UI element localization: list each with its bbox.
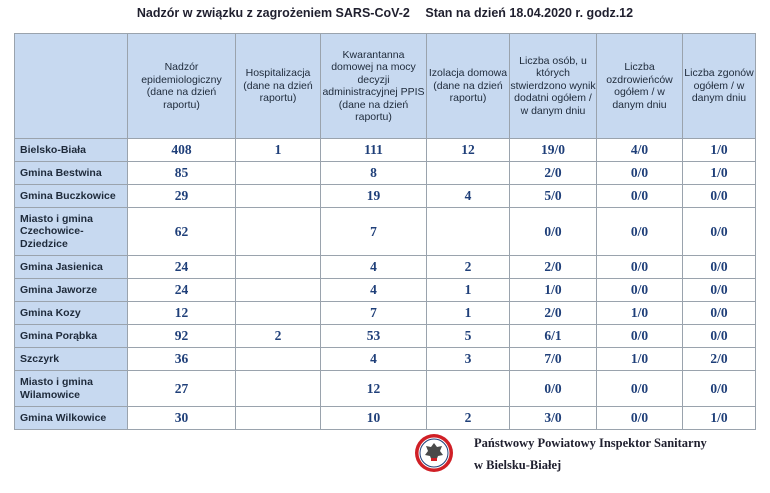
cell-izolacja [427, 162, 510, 185]
cell-zgony: 1/0 [683, 407, 756, 430]
column-header-hospitalizacja: Hospitalizacja (dane na dzień raportu) [236, 34, 321, 139]
cell-ozdrowiency: 0/0 [597, 256, 683, 279]
cell-wynik-dodatni: 2/0 [510, 162, 597, 185]
cell-wynik-dodatni: 6/1 [510, 325, 597, 348]
cell-kwarantanna: 53 [321, 325, 427, 348]
cell-ozdrowiency: 0/0 [597, 185, 683, 208]
table-row [15, 139, 756, 162]
cell-nadzor: 36 [128, 348, 236, 371]
cell-zgony: 1/0 [683, 162, 756, 185]
cell-kwarantanna: 12 [321, 371, 427, 407]
cell-hospitalizacja [236, 302, 321, 325]
cell-izolacja: 5 [427, 325, 510, 348]
row-label: Gmina Porąbka [15, 325, 128, 348]
cell-izolacja: 2 [427, 256, 510, 279]
cell-kwarantanna: 4 [321, 348, 427, 371]
row-label: Gmina Buczkowice [15, 185, 128, 208]
cell-hospitalizacja [236, 256, 321, 279]
row-label: Gmina Wilkowice [15, 407, 128, 430]
cell-hospitalizacja [236, 348, 321, 371]
cell-izolacja: 3 [427, 348, 510, 371]
cell-nadzor: 92 [128, 325, 236, 348]
cell-wynik-dodatni: 0/0 [510, 371, 597, 407]
org-location: w Bielsku-Białej [474, 458, 562, 472]
cell-izolacja [427, 208, 510, 256]
table-row [15, 279, 756, 302]
cell-ozdrowiency: 1/0 [597, 302, 683, 325]
table-row [15, 185, 756, 208]
cell-kwarantanna: 7 [321, 302, 427, 325]
row-label: Miasto i gmina Wilamowice [15, 371, 128, 407]
title-date: Stan na dzień 18.04.2020 r. godz.12 [425, 6, 634, 20]
cell-hospitalizacja [236, 208, 321, 256]
cell-nadzor: 408 [128, 139, 236, 162]
column-header-kwarantanna: Kwarantanna domowej na mocy decyzji administracyjnej PPIS (dane na dzień raportu) [321, 34, 427, 139]
table-row [15, 256, 756, 279]
header-corner-cell [15, 34, 128, 139]
column-header-nadzor: Nadzór epidemiologiczny (dane na dzień raportu) [128, 34, 236, 139]
cell-ozdrowiency: 0/0 [597, 279, 683, 302]
report-table [14, 33, 756, 430]
table-row [15, 325, 756, 348]
row-label: Gmina Jasienica [15, 256, 128, 279]
row-label: Gmina Jaworze [15, 279, 128, 302]
cell-ozdrowiency: 0/0 [597, 407, 683, 430]
cell-zgony: 0/0 [683, 256, 756, 279]
footer-signature [414, 431, 754, 483]
cell-kwarantanna: 7 [321, 208, 427, 256]
cell-izolacja: 12 [427, 139, 510, 162]
cell-ozdrowiency: 0/0 [597, 325, 683, 348]
cell-kwarantanna: 4 [321, 279, 427, 302]
cell-ozdrowiency: 0/0 [597, 208, 683, 256]
cell-hospitalizacja [236, 279, 321, 302]
cell-zgony: 0/0 [683, 185, 756, 208]
table-row [15, 208, 756, 256]
cell-izolacja: 2 [427, 407, 510, 430]
cell-ozdrowiency: 4/0 [597, 139, 683, 162]
cell-wynik-dodatni: 2/0 [510, 302, 597, 325]
cell-wynik-dodatni: 2/0 [510, 256, 597, 279]
cell-izolacja: 4 [427, 185, 510, 208]
cell-ozdrowiency: 0/0 [597, 371, 683, 407]
cell-zgony: 2/0 [683, 348, 756, 371]
sanitary-inspection-logo-icon [414, 433, 454, 473]
cell-zgony: 0/0 [683, 325, 756, 348]
cell-hospitalizacja [236, 185, 321, 208]
column-header-ozdrowiency: Liczba ozdrowieńców ogółem / w danym dniu [597, 34, 683, 139]
cell-wynik-dodatni: 0/0 [510, 208, 597, 256]
cell-ozdrowiency: 1/0 [597, 348, 683, 371]
cell-nadzor: 24 [128, 256, 236, 279]
table-row [15, 162, 756, 185]
column-header-zgony: Liczba zgonów ogółem / w danym dniu [683, 34, 756, 139]
cell-nadzor: 12 [128, 302, 236, 325]
table-row [15, 371, 756, 407]
cell-zgony: 0/0 [683, 371, 756, 407]
cell-kwarantanna: 111 [321, 139, 427, 162]
cell-hospitalizacja: 1 [236, 139, 321, 162]
org-name: Państwowy Powiatowy Inspektor Sanitarny [474, 436, 707, 450]
column-header-wynik-dodatni: Liczba osób, u których stwierdzono wynik dodatni ogółem / w danym dniu [510, 34, 597, 139]
cell-nadzor: 24 [128, 279, 236, 302]
cell-izolacja [427, 371, 510, 407]
cell-wynik-dodatni: 5/0 [510, 185, 597, 208]
cell-wynik-dodatni: 3/0 [510, 407, 597, 430]
table-header-row [15, 34, 756, 139]
cell-kwarantanna: 10 [321, 407, 427, 430]
table-row [15, 407, 756, 430]
row-label: Gmina Kozy [15, 302, 128, 325]
cell-nadzor: 85 [128, 162, 236, 185]
table-row [15, 348, 756, 371]
row-label: Gmina Bestwina [15, 162, 128, 185]
cell-wynik-dodatni: 1/0 [510, 279, 597, 302]
cell-wynik-dodatni: 7/0 [510, 348, 597, 371]
row-label: Szczyrk [15, 348, 128, 371]
table-row [15, 302, 756, 325]
cell-wynik-dodatni: 19/0 [510, 139, 597, 162]
cell-zgony: 0/0 [683, 208, 756, 256]
cell-hospitalizacja [236, 407, 321, 430]
cell-kwarantanna: 8 [321, 162, 427, 185]
cell-zgony: 0/0 [683, 279, 756, 302]
cell-zgony: 1/0 [683, 139, 756, 162]
cell-zgony: 0/0 [683, 302, 756, 325]
row-label: Bielsko-Biała [15, 139, 128, 162]
cell-nadzor: 27 [128, 371, 236, 407]
cell-nadzor: 62 [128, 208, 236, 256]
cell-izolacja: 1 [427, 302, 510, 325]
title-subject: Nadzór w związku z zagrożeniem SARS-CoV-2 [136, 6, 410, 20]
cell-ozdrowiency: 0/0 [597, 162, 683, 185]
row-label: Miasto i gmina Czechowice-Dziedzice [15, 208, 128, 256]
cell-hospitalizacja: 2 [236, 325, 321, 348]
cell-nadzor: 29 [128, 185, 236, 208]
page-title [0, 6, 770, 20]
cell-hospitalizacja [236, 162, 321, 185]
cell-kwarantanna: 4 [321, 256, 427, 279]
cell-izolacja: 1 [427, 279, 510, 302]
cell-kwarantanna: 19 [321, 185, 427, 208]
cell-nadzor: 30 [128, 407, 236, 430]
cell-hospitalizacja [236, 371, 321, 407]
column-header-izolacja: Izolacja domowa (dane na dzień raportu) [427, 34, 510, 139]
